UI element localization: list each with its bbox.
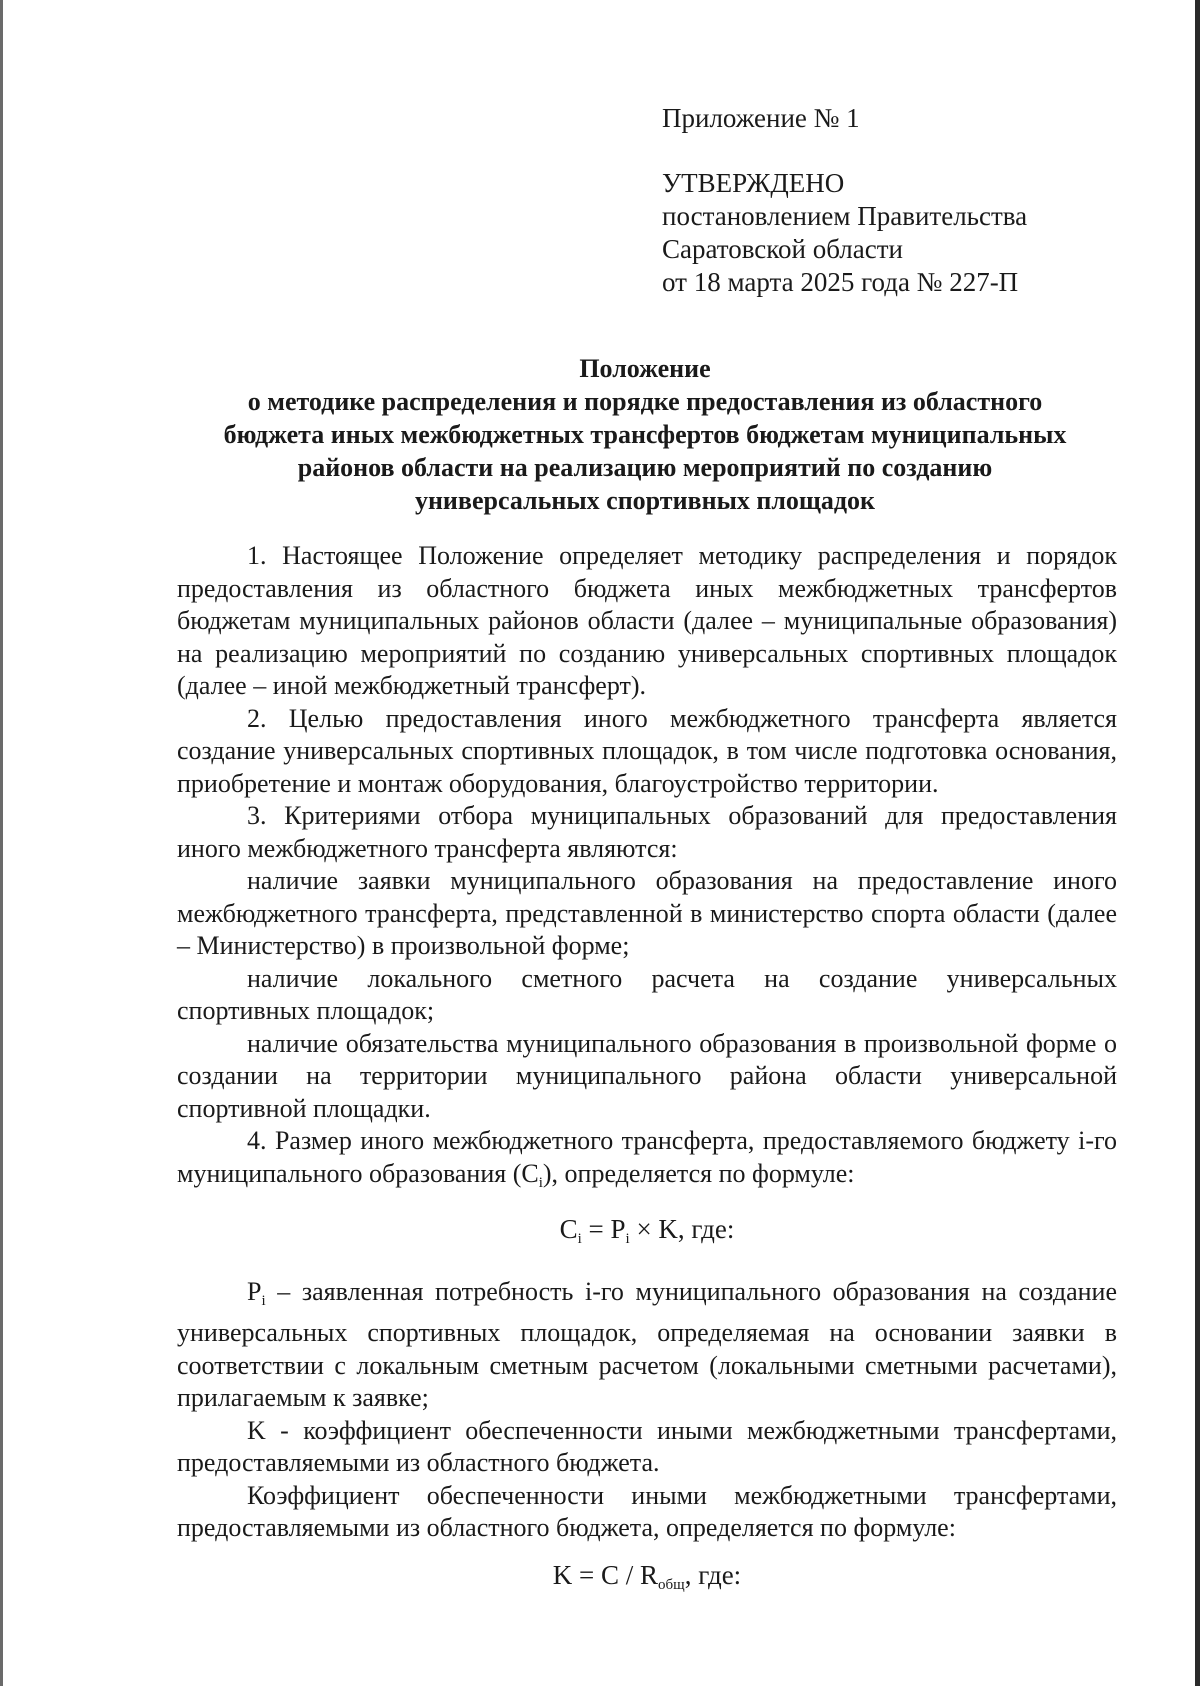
- title-line-4: районов области на реализацию мероприятий по созданию: [297, 453, 993, 482]
- formula-k-pre: K = C / R: [552, 1559, 659, 1590]
- formula-ci-c: C: [559, 1214, 578, 1244]
- formula-ci-p-sub: i: [625, 1231, 630, 1247]
- formula-k: [177, 1559, 1117, 1602]
- approval-block: [662, 102, 1027, 299]
- title-line-3: бюджета иных межбюджетных трансфертов бюджетам муниципальных: [223, 420, 1067, 449]
- p4-subscript: i: [538, 1174, 543, 1191]
- p4-text-pre: 4. Размер иного межбюджетного трансферта, предоставляемого бюджету i-го муниципального образования (C: [177, 1126, 1117, 1188]
- document-body: [177, 540, 1117, 1621]
- formula-ci-mid: = P: [581, 1214, 626, 1244]
- document-title: [160, 352, 1130, 517]
- paragraph-2: 2. Целью предоставления иного межбюджетного трансферта является создание универсальных спортивных площадок, в том числе подготовка основания, приобретение и монтаж оборудования, благоустройство территории.: [177, 703, 1117, 798]
- formula-ci-post: × K, где:: [629, 1214, 735, 1244]
- formula-ci: [177, 1213, 1117, 1256]
- paragraph-1: 1. Настоящее Положение определяет методику распределения и порядок предоставления из областного бюджета иных межбюджетных трансфертов бюджетам муниципальных районов области (далее – муниципальные образования) на реализацию мероприятий по созданию универсальных спортивных площадок (далее – иной межбюджетный трансферт).: [177, 541, 1117, 700]
- approval-line-2: Саратовской области: [662, 234, 903, 264]
- approval-line-1: постановлением Правительства: [662, 201, 1028, 231]
- approved-heading: УТВЕРЖДЕНО: [662, 168, 845, 198]
- appendix-number: Приложение № 1: [662, 103, 860, 133]
- paragraph-3: 3. Критериями отбора муниципальных образований для предоставления иного межбюджетного трансферта являются:: [177, 801, 1117, 863]
- paragraph-pi-definition: [177, 1276, 1117, 1415]
- pi-symbol-sub: i: [261, 1292, 266, 1309]
- formula-k-sub: общ: [658, 1576, 685, 1593]
- paragraph-k-formula-intro: Коэффициент обеспеченности иными межбюджетными трансфертами, предоставляемыми из областного бюджета, определяется по формуле:: [177, 1480, 1117, 1542]
- title-line-2: о методике распределения и порядке предоставления из областного: [247, 387, 1043, 416]
- approval-line-3: от 18 марта 2025 года № 227-П: [662, 267, 1019, 297]
- pi-symbol: P: [247, 1276, 262, 1306]
- formula-ci-c-sub: i: [577, 1231, 582, 1247]
- criterion-obligation: наличие обязательства муниципального образования в произвольной форме о создании на территории муниципального района области универсальной спортивной площадки.: [177, 1028, 1117, 1123]
- title-line-5: универсальных спортивных площадок: [414, 486, 876, 515]
- criterion-estimate: наличие локального сметного расчета на создание универсальных спортивных площадок;: [177, 963, 1117, 1025]
- title-line-1: Положение: [579, 354, 711, 383]
- p4-text-post: ), определяется по формуле:: [542, 1158, 855, 1188]
- pi-definition-text: – заявленная потребность i-го муниципального образования на создание универсальных спортивных площадок, определяемая на основании заявки в соответствии с локальным сметным расчетом (локальными сметными расчетами), прилагаемым к заявке;: [177, 1276, 1117, 1412]
- paragraph-k-definition: K - коэффициент обеспеченности иными межбюджетными трансфертами, предоставляемыми из областного бюджета.: [177, 1415, 1117, 1477]
- paragraph-4: [177, 1125, 1117, 1199]
- formula-k-post: , где:: [684, 1559, 742, 1590]
- criterion-application: наличие заявки муниципального образования на предоставление иного межбюджетного трансферта, представленной в министерство спорта области (далее – Министерство) в произвольной форме;: [177, 866, 1117, 960]
